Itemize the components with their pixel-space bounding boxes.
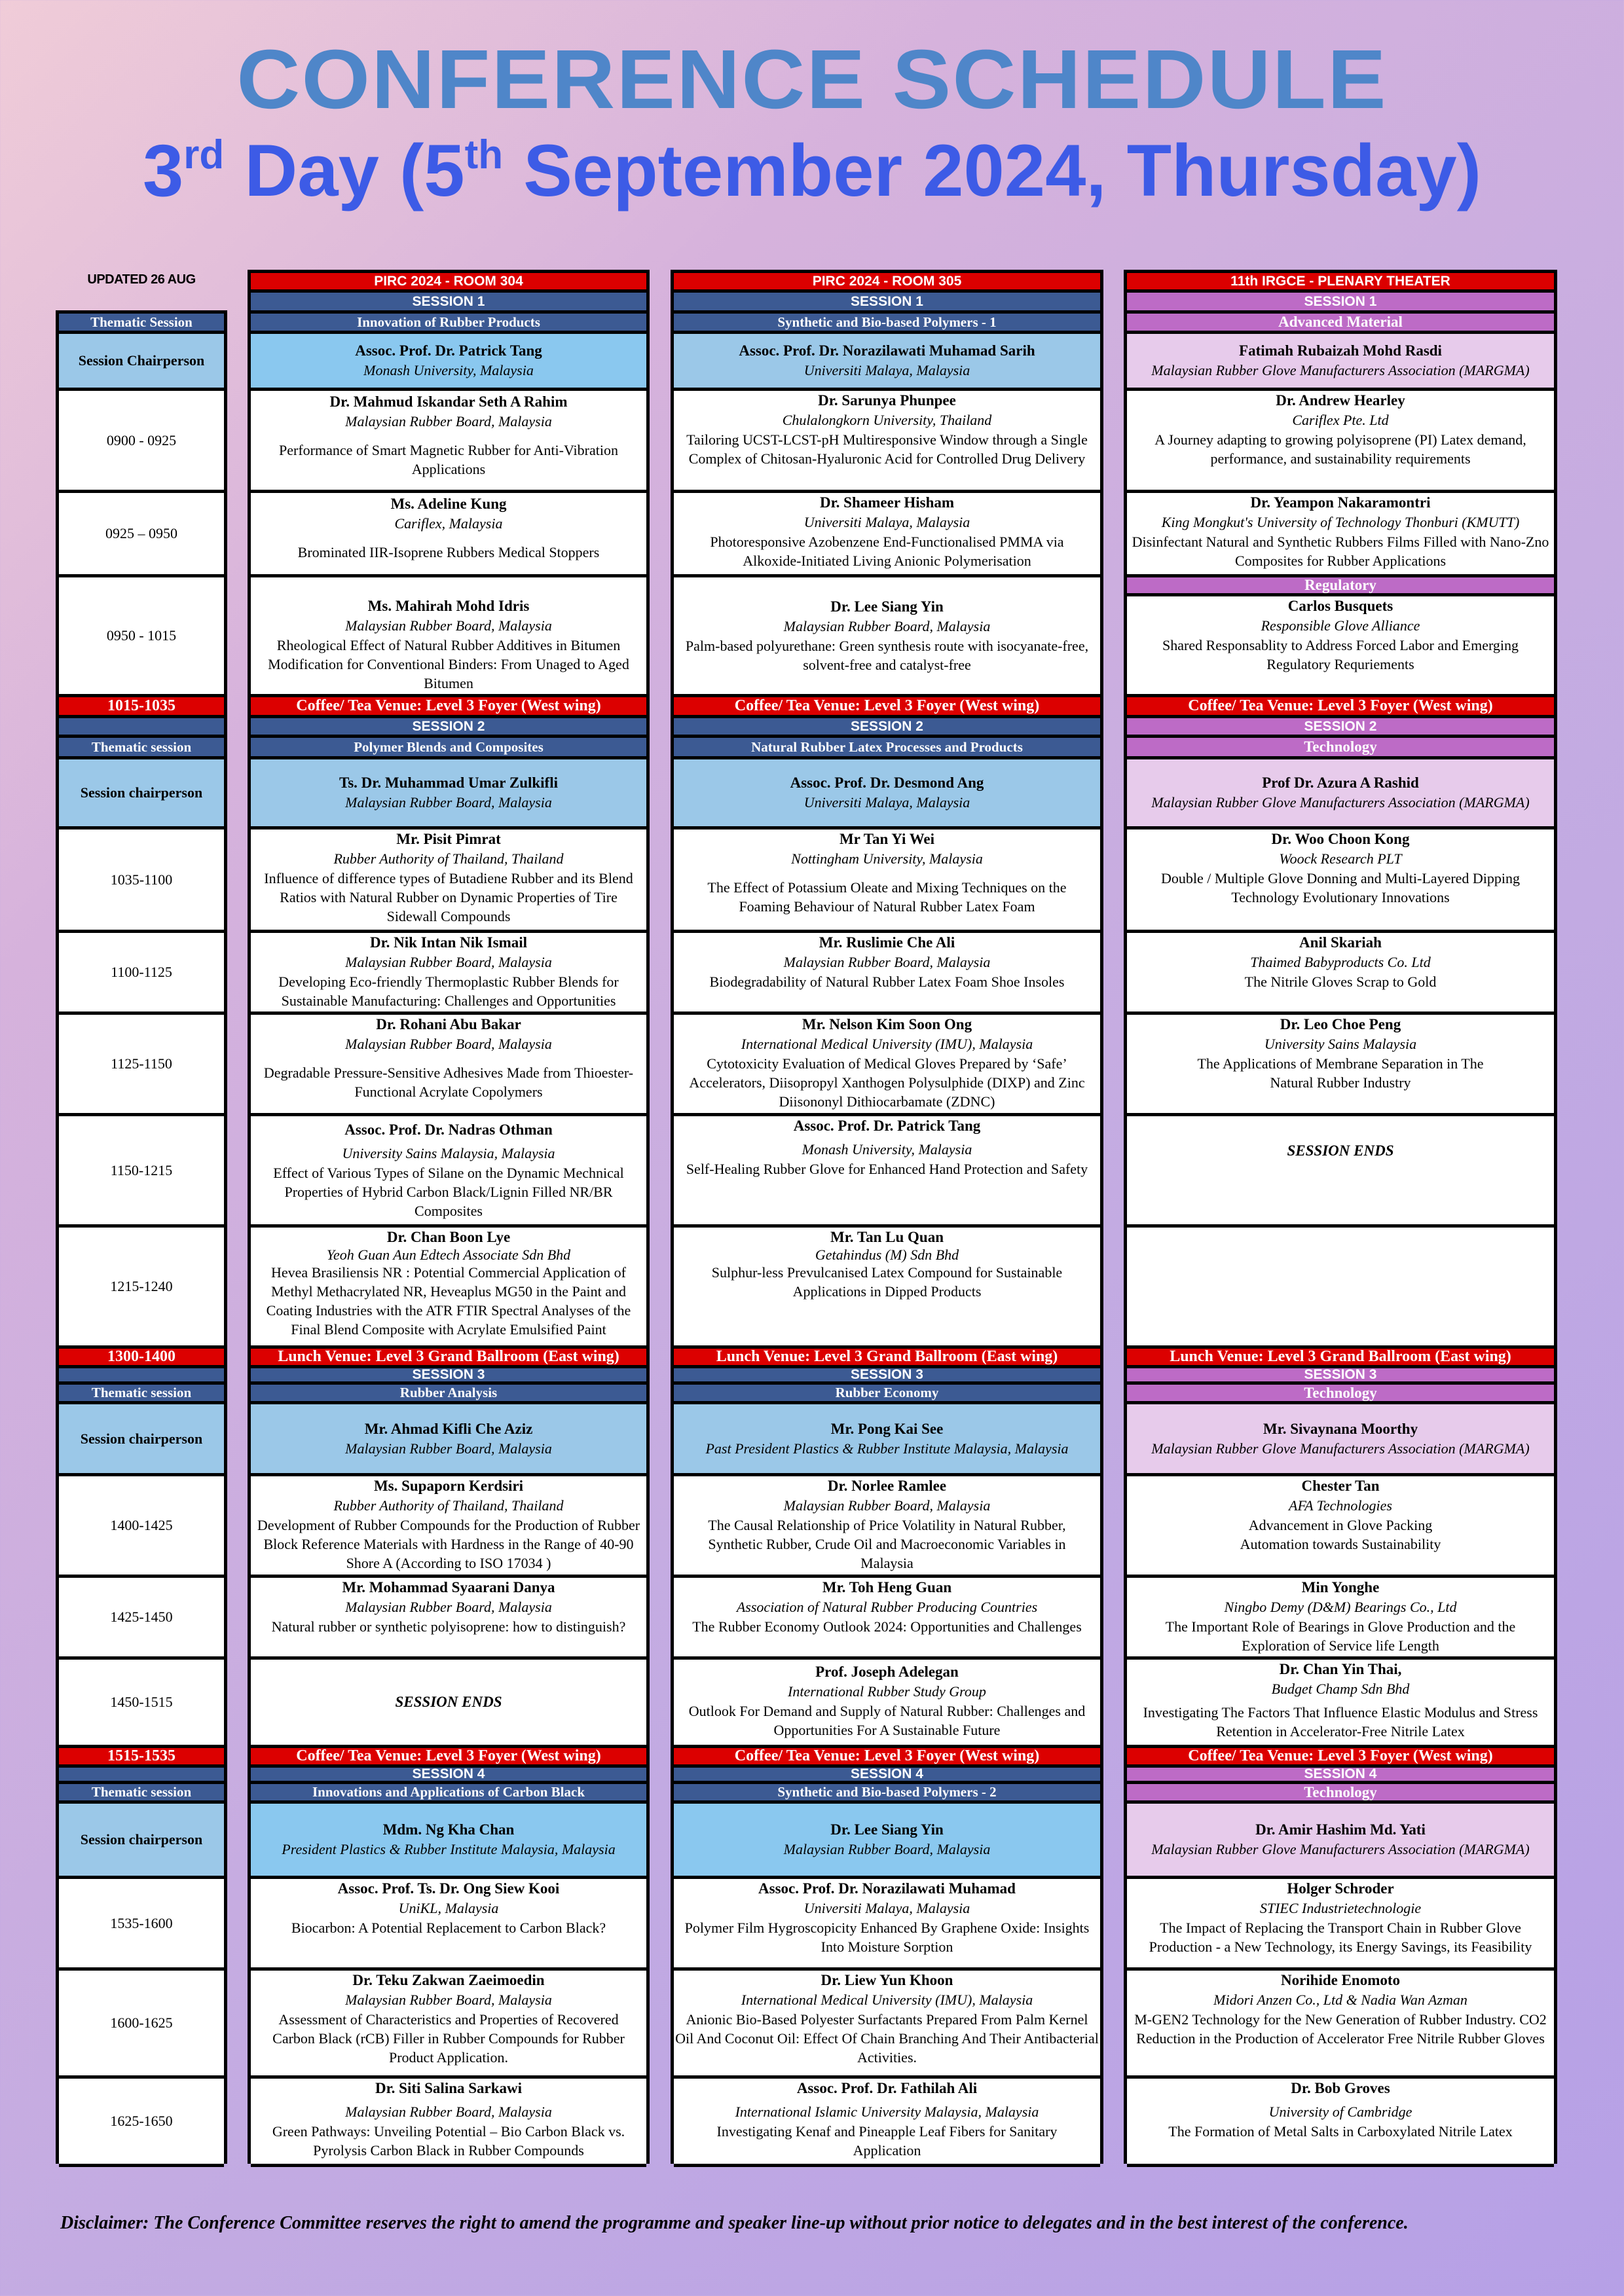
talk-entry xyxy=(251,577,646,697)
session-theme: Synthetic and Bio-based Polymers - 2 xyxy=(674,1784,1100,1804)
day-number: 3 xyxy=(142,130,184,211)
session-spacer xyxy=(59,1368,224,1385)
session-theme: Technology xyxy=(1127,1385,1554,1404)
speaker-affiliation: University Sains Malaysia xyxy=(1264,1036,1417,1052)
talk-entry xyxy=(674,493,1100,577)
talk-title: A Journey adapting to growing polyisoprene (PI) Latex demand, performance, and sustainability requirements xyxy=(1154,431,1526,467)
talk-entry xyxy=(1127,1660,1554,1748)
speaker-affiliation: Thaimed Babyproducts Co. Ltd xyxy=(1250,954,1431,970)
chair-affiliation: Malaysian Rubber Glove Manufacturers Association (MARGMA) xyxy=(1151,794,1530,811)
speaker-name: Dr. Sarunya Phunpee xyxy=(818,392,956,409)
talk-entry xyxy=(251,933,646,1015)
speaker-affiliation: University Sains Malaysia, Malaysia xyxy=(342,1145,555,1161)
lunch-banner: Lunch Venue: Level 3 Grand Ballroom (East wing) xyxy=(1127,1349,1554,1368)
talk-title: Performance of Smart Magnetic Rubber for Anti-Vibration Applications xyxy=(279,442,618,477)
talk-title: Biocarbon: A Potential Replacement to Carbon Black? xyxy=(291,1920,606,1936)
chair-affiliation: Malaysian Rubber Glove Manufacturers Association (MARGMA) xyxy=(1151,1841,1530,1857)
talk-title: Shared Responsablity to Address Forced Labor and Emerging Regulatory Requriements xyxy=(1162,637,1519,672)
time-slot: 1450-1515 xyxy=(59,1660,224,1748)
talk-title: The Nitrile Gloves Scrap to Gold xyxy=(1244,974,1437,990)
talk-title: Green Pathways: Unveiling Potential – Bio Carbon Black vs. Pyrolysis Carbon Black in Rubber Compounds xyxy=(272,2123,625,2159)
speaker-name: Dr. Mahmud Iskandar Seth A Rahim xyxy=(329,393,568,410)
talk-entry xyxy=(674,829,1100,933)
chair-affiliation: Malaysian Rubber Glove Manufacturers Association (MARGMA) xyxy=(1151,362,1530,378)
talk-entry xyxy=(674,1578,1100,1660)
talk-title: Effect of Various Types of Silane on the Dynamic Mechnical Properties of Hybrid Carbon Black/Lignin Filled NR/BR Composites xyxy=(273,1165,624,1219)
time-slot: 1400-1425 xyxy=(59,1476,224,1578)
talk-title: Palm-based polyurethane: Green synthesis route with isocyanate-free, solvent-free and catalyst-free xyxy=(685,638,1089,673)
speaker-affiliation: Getahindus (M) Sdn Bhd xyxy=(815,1247,959,1263)
chair-name: Mr. Pong Kai See xyxy=(830,1420,944,1437)
speaker-name: Holger Schroder xyxy=(1287,1880,1394,1897)
speaker-affiliation: AFA Technologies xyxy=(1289,1497,1392,1514)
talk-title: The Causal Relationship of Price Volatility in Natural Rubber, Synthetic Rubber, Crude Oil and Macroeconomic Variables in Malaysia xyxy=(708,1517,1066,1571)
speaker-name: Dr. Woo Choon Kong xyxy=(1271,831,1410,847)
talk-entry xyxy=(251,1971,646,2079)
break-time: 1015-1035 xyxy=(59,697,224,718)
speaker-affiliation: Malaysian Rubber Board, Malaysia xyxy=(345,617,552,634)
talk-entry xyxy=(674,2079,1100,2167)
speaker-name: Min Yonghe xyxy=(1301,1579,1380,1595)
speaker-name: Assoc. Prof. Dr. Norazilawati Muhamad xyxy=(758,1880,1016,1897)
lunch-time: 1300-1400 xyxy=(59,1349,224,1368)
time-slot: 0950 - 1015 xyxy=(59,577,224,697)
day-ordinal: rd xyxy=(183,132,225,177)
session-theme: Natural Rubber Latex Processes and Products xyxy=(674,738,1100,759)
talk-title: Cytotoxicity Evaluation of Medical Gloves Prepared by ‘Safe’ Accelerators, Diisopropyl Xanthogen Polysulphide (DIXP) and Zinc Diisononyl Dithiocarbamate (ZDNC) xyxy=(689,1055,1085,1110)
talk-entry xyxy=(251,1476,646,1578)
speaker-name: Chester Tan xyxy=(1301,1478,1380,1494)
speaker-affiliation: International Medical University (IMU), Malaysia xyxy=(741,1992,1033,2008)
coffee-break-banner: Coffee/ Tea Venue: Level 3 Foyer (West wing) xyxy=(251,697,646,718)
thematic-session-label: Thematic session xyxy=(59,1385,224,1404)
time-slot: 0900 - 0925 xyxy=(59,391,224,493)
time-slot: 1100-1125 xyxy=(59,933,224,1015)
speaker-affiliation: Malaysian Rubber Board, Malaysia xyxy=(783,954,991,970)
session-label: SESSION 1 xyxy=(674,293,1100,314)
session-chairperson-label: Session chairperson xyxy=(59,1804,224,1879)
talk-entry xyxy=(251,1879,646,1971)
session-chairperson-label: Session chairperson xyxy=(59,1404,224,1476)
talk-title: Rheological Effect of Natural Rubber Additives in Bitumen Modification for Conventional Binders: From Unaged to Aged Bitumen xyxy=(268,637,629,691)
talk-title: Double / Multiple Glove Donning and Multi-Layered Dipping Technology Evolutionary Innovations xyxy=(1160,870,1521,905)
talk-entry xyxy=(251,391,646,493)
speaker-name: Dr. Lee Siang Yin xyxy=(830,598,944,615)
talk-title: Investigating The Factors That Influence Elastic Modulus and Stress Retention in Accelerator-Free Nitrile Latex xyxy=(1143,1704,1538,1740)
talk-title: Degradable Pressure-Sensitive Adhesives Made from Thioester-Functional Acrylate Copolymers xyxy=(263,1065,634,1100)
speaker-name: Mr. Pisit Pimrat xyxy=(396,831,501,847)
session-label: SESSION 2 xyxy=(251,718,646,738)
lunch-banner: Lunch Venue: Level 3 Grand Ballroom (East wing) xyxy=(251,1349,646,1368)
session-label: SESSION 2 xyxy=(674,718,1100,738)
venue-header: 11th IRGCE - PLENARY THEATER xyxy=(1127,273,1554,293)
session-theme: Technology xyxy=(1127,738,1554,759)
talk-title: Disinfectant Natural and Synthetic Rubbers Films Filled with Nano-Zno Composites for Rubber Applications xyxy=(1132,534,1549,569)
speaker-name: Dr. Shameer Hisham xyxy=(819,494,955,511)
speaker-affiliation: Malaysian Rubber Board, Malaysia xyxy=(345,2104,552,2120)
talk-entry xyxy=(251,1578,646,1660)
venue-header: PIRC 2024 - ROOM 304 xyxy=(251,273,646,293)
speaker-name: Mr. Ruslimie Che Ali xyxy=(819,934,955,951)
session-chair xyxy=(251,1404,646,1476)
page-title: CONFERENCE SCHEDULE xyxy=(236,33,1388,126)
session-chair xyxy=(1127,1804,1554,1879)
speaker-name: Dr. Rohani Abu Bakar xyxy=(376,1016,521,1032)
speaker-name: Mr. Tan Lu Quan xyxy=(830,1229,944,1245)
thematic-session-label: Thematic session xyxy=(59,1784,224,1804)
speaker-name: Dr. Andrew Hearley xyxy=(1276,392,1405,409)
time-slot: 0925 – 0950 xyxy=(59,493,224,577)
time-slot: 1125-1150 xyxy=(59,1015,224,1116)
talk-title: M-GEN2 Technology for the New Generation of Rubber Industry. CO2 Reduction in the Production of Accelerator Free Nitrile Rubber Gloves xyxy=(1134,2011,1547,2047)
chair-name: Mr. Sivaynana Moorthy xyxy=(1263,1420,1418,1437)
speaker-affiliation: Malaysian Rubber Board, Malaysia xyxy=(345,413,552,429)
coffee-break-banner: Coffee/ Tea Venue: Level 3 Foyer (West wing) xyxy=(1127,1748,1554,1768)
talk-title: Natural rubber or synthetic polyisoprene: how to distinguish? xyxy=(271,1618,626,1635)
thematic-session-label: Thematic Session xyxy=(59,314,224,334)
talk-entry xyxy=(1127,933,1554,1015)
time-slot: 1150-1215 xyxy=(59,1116,224,1228)
updated-note: UPDATED 26 AUG xyxy=(87,272,196,287)
speaker-name: Prof. Joseph Adelegan xyxy=(815,1664,959,1680)
speaker-name: Dr. Teku Zakwan Zaeimoedin xyxy=(352,1972,545,1988)
speaker-name: Dr. Chan Boon Lye xyxy=(386,1229,511,1245)
talk-entry xyxy=(1127,1578,1554,1660)
session-theme: Technology xyxy=(1127,1784,1554,1804)
session-label: SESSION 1 xyxy=(1127,293,1554,314)
talk-entry xyxy=(674,933,1100,1015)
speaker-affiliation: International Rubber Study Group xyxy=(788,1683,986,1700)
time-slot: 1425-1450 xyxy=(59,1578,224,1660)
chair-name: Mdm. Ng Kha Chan xyxy=(382,1821,515,1838)
talk-entry xyxy=(1127,1015,1554,1116)
talk-entry xyxy=(1127,1476,1554,1578)
time-slot: 1215-1240 xyxy=(59,1228,224,1349)
speaker-affiliation: Budget Champ Sdn Bhd xyxy=(1271,1681,1410,1697)
talk-title: Investigating Kenaf and Pineapple Leaf Fibers for Sanitary Application xyxy=(716,2123,1058,2159)
speaker-name: Assoc. Prof. Dr. Patrick Tang xyxy=(793,1118,981,1134)
coffee-break-banner: Coffee/ Tea Venue: Level 3 Foyer (West wing) xyxy=(674,1748,1100,1768)
session-chair xyxy=(674,759,1100,829)
talk-entry xyxy=(251,1116,646,1228)
talk-title: Assessment of Characteristics and Properties of Recovered Carbon Black (rCB) Filler in Rubber Compounds for Rubber Product Application. xyxy=(272,2011,625,2066)
chair-name: Dr. Amir Hashim Md. Yati xyxy=(1255,1821,1426,1838)
session-chairperson-label: Session Chairperson xyxy=(59,334,224,391)
talk-entry xyxy=(1127,1971,1554,2079)
speaker-affiliation: Rubber Authority of Thailand, Thailand xyxy=(333,850,564,867)
talk-entry xyxy=(674,1660,1100,1748)
talk-entry xyxy=(674,1971,1100,2079)
session-theme: Innovation of Rubber Products xyxy=(251,314,646,334)
speaker-affiliation: Malaysian Rubber Board, Malaysia xyxy=(345,1992,552,2008)
plenary-theater-column xyxy=(1124,270,1557,2164)
talk-title: The Applications of Membrane Separation in The Natural Rubber Industry xyxy=(1197,1055,1484,1091)
session-theme: Synthetic and Bio-based Polymers - 1 xyxy=(674,314,1100,334)
sub-theme-label: Regulatory xyxy=(1127,577,1554,596)
speaker-affiliation: University of Cambridge xyxy=(1268,2104,1412,2120)
date-ordinal: th xyxy=(464,132,504,177)
talk-title: Tailoring UCST-LCST-pH Multiresponsive Window through a Single Complex of Chitosan-Hyaluronic Acid for Controlled Drug Delivery xyxy=(686,431,1088,467)
chair-affiliation: Malaysian Rubber Glove Manufacturers Association (MARGMA) xyxy=(1151,1440,1530,1457)
session-spacer xyxy=(59,1768,224,1784)
speaker-name: Assoc. Prof. Dr. Fathilah Ali xyxy=(796,2080,978,2096)
speaker-name: Anil Skariah xyxy=(1299,934,1382,951)
chair-affiliation: Monash University, Malaysia xyxy=(363,362,534,378)
session-theme: Advanced Material xyxy=(1127,314,1554,334)
session-chair xyxy=(674,334,1100,391)
speaker-name: Dr. Leo Choe Peng xyxy=(1280,1016,1401,1032)
venue-header: PIRC 2024 - ROOM 305 xyxy=(674,273,1100,293)
talk-title: The Impact of Replacing the Transport Chain in Rubber Glove Production - a New Technology, its Energy Savings, its Feasibility xyxy=(1149,1920,1532,1955)
speaker-affiliation: King Mongkut's University of Technology Thonburi (KMUTT) xyxy=(1161,514,1520,530)
session-chair xyxy=(674,1804,1100,1879)
session-label: SESSION 4 xyxy=(251,1768,646,1784)
talk-entry xyxy=(674,1228,1100,1349)
chair-affiliation: Malaysian Rubber Board, Malaysia xyxy=(345,1440,552,1457)
speaker-affiliation: Woock Research PLT xyxy=(1279,850,1402,867)
speaker-affiliation: International Medical University (IMU), Malaysia xyxy=(741,1036,1033,1052)
time-slot: 1035-1100 xyxy=(59,829,224,933)
speaker-name: Ms. Mahirah Mohd Idris xyxy=(367,598,530,614)
coffee-break-banner: Coffee/ Tea Venue: Level 3 Foyer (West wing) xyxy=(674,697,1100,718)
room-305-column xyxy=(671,270,1103,2164)
session-chair xyxy=(251,1804,646,1879)
session-chair xyxy=(1127,1404,1554,1476)
room-304-column xyxy=(248,270,650,2164)
talk-title: The Rubber Economy Outlook 2024: Opportunities and Challenges xyxy=(692,1618,1082,1635)
speaker-affiliation: Responsible Glove Alliance xyxy=(1261,617,1420,634)
chair-name: Dr. Lee Siang Yin xyxy=(830,1821,944,1838)
talk-title: Influence of difference types of Butadiene Rubber and its Blend Ratios with Natural Rubber on Dynamic Properties of Tire Sidewall Compounds xyxy=(264,870,633,924)
speaker-name: Dr. Norlee Ramlee xyxy=(827,1478,947,1494)
chair-name: Mr. Ahmad Kifli Che Aziz xyxy=(364,1420,533,1437)
talk-title: Developing Eco-friendly Thermoplastic Rubber Blends for Sustainable Manufacturing: Challenges and Opportunities xyxy=(278,974,619,1009)
session-theme: Innovations and Applications of Carbon Black xyxy=(251,1784,646,1804)
speaker-affiliation: Association of Natural Rubber Producing Countries xyxy=(736,1599,1038,1615)
time-slot: 1625-1650 xyxy=(59,2079,224,2167)
speaker-name: Dr. Nik Intan Nik Ismail xyxy=(369,934,528,951)
speaker-affiliation: Yeoh Guan Aun Edtech Associate Sdn Bhd xyxy=(326,1247,571,1263)
session-theme: Rubber Analysis xyxy=(251,1385,646,1404)
break-time: 1515-1535 xyxy=(59,1748,224,1768)
speaker-name: Norihide Enomoto xyxy=(1280,1972,1401,1988)
day-text: Day (5 xyxy=(224,130,465,211)
speaker-name: Dr. Yeampon Nakaramontri xyxy=(1250,494,1431,511)
chair-affiliation: President Plastics & Rubber Institute Malaysia, Malaysia xyxy=(282,1841,616,1857)
speaker-affiliation: Malaysian Rubber Board, Malaysia xyxy=(783,618,991,634)
session-chair xyxy=(251,334,646,391)
speaker-affiliation: Chulalongkorn University, Thailand xyxy=(782,412,992,428)
date-text: September 2024, Thursday) xyxy=(503,130,1481,211)
speaker-name: Mr. Toh Heng Guan xyxy=(822,1579,952,1595)
speaker-affiliation: Malaysian Rubber Board, Malaysia xyxy=(783,1497,991,1514)
speaker-affiliation: International Islamic University Malaysia, Malaysia xyxy=(735,2104,1039,2120)
talk-title: Photoresponsive Azobenzene End-Functionalised PMMA via Alkoxide-Initiated Living Anionic Polymerisation xyxy=(710,534,1064,569)
talk-entry xyxy=(251,493,646,577)
session-label: SESSION 2 xyxy=(1127,718,1554,738)
chair-name: Assoc. Prof. Dr. Norazilawati Muhamad Sarih xyxy=(739,342,1035,359)
talk-entry xyxy=(251,2079,646,2167)
talk-entry xyxy=(674,391,1100,493)
speaker-affiliation: Monash University, Malaysia xyxy=(802,1141,972,1157)
talk-entry xyxy=(674,577,1100,697)
speaker-affiliation: Ningbo Demy (D&M) Bearings Co., Ltd xyxy=(1224,1599,1457,1615)
speaker-affiliation: UniKL, Malaysia xyxy=(398,1900,499,1916)
speaker-name: Dr. Liew Yun Khoon xyxy=(821,1972,953,1988)
chair-name: Ts. Dr. Muhammad Umar Zulkifli xyxy=(339,774,558,791)
talk-entry xyxy=(251,829,646,933)
session-ends-text: SESSION ENDS xyxy=(395,1694,502,1710)
chair-affiliation: Malaysian Rubber Board, Malaysia xyxy=(783,1841,991,1857)
chair-name: Assoc. Prof. Dr. Patrick Tang xyxy=(355,342,542,359)
speaker-affiliation: Malaysian Rubber Board, Malaysia xyxy=(345,1599,552,1615)
talk-title: Outlook For Demand and Supply of Natural Rubber: Challenges and Opportunities For A Sustainable Future xyxy=(688,1703,1086,1738)
session-label: SESSION 4 xyxy=(674,1768,1100,1784)
session-chairperson-label: Session chairperson xyxy=(59,759,224,829)
speaker-name: Ms. Adeline Kung xyxy=(390,496,507,512)
talk-title: Sulphur-less Prevulcanised Latex Compound for Sustainable Applications in Dipped Products xyxy=(711,1264,1063,1300)
talk-title: The Formation of Metal Salts in Carboxylated Nitrile Latex xyxy=(1168,2123,1513,2140)
speaker-affiliation: Malaysian Rubber Board, Malaysia xyxy=(345,954,552,970)
session-chair xyxy=(674,1404,1100,1476)
session-spacer xyxy=(59,718,224,738)
talk-entry xyxy=(674,1476,1100,1578)
session-theme: Rubber Economy xyxy=(674,1385,1100,1404)
speaker-affiliation: STIEC Industrietechnologie xyxy=(1259,1900,1422,1916)
talk-title: Self-Healing Rubber Glove for Enhanced Hand Protection and Safety xyxy=(686,1161,1088,1177)
chair-affiliation: Malaysian Rubber Board, Malaysia xyxy=(345,794,552,811)
chair-name: Assoc. Prof. Dr. Desmond Ang xyxy=(790,774,984,791)
speaker-affiliation: Malaysian Rubber Board, Malaysia xyxy=(345,1036,552,1052)
talk-title: Anionic Bio-Based Polyester Surfactants Prepared From Palm Kernel Oil And Coconut Oil: Effect Of Chain Branching And Their Antibacterial Activities. xyxy=(675,2011,1099,2066)
speaker-name: Assoc. Prof. Dr. Nadras Othman xyxy=(344,1121,553,1138)
chair-affiliation: Universiti Malaya, Malaysia xyxy=(803,794,970,811)
speaker-name: Dr. Chan Yin Thai, xyxy=(1279,1661,1402,1677)
session-label: SESSION 1 xyxy=(251,293,646,314)
day-subtitle xyxy=(0,128,1624,213)
talk-entry xyxy=(1127,1879,1554,1971)
session-label: SESSION 3 xyxy=(251,1368,646,1385)
session-theme: Polymer Blends and Composites xyxy=(251,738,646,759)
talk-entry xyxy=(674,1879,1100,1971)
speaker-name: Dr. Bob Groves xyxy=(1291,2080,1390,2096)
time-slot: 1535-1600 xyxy=(59,1879,224,1971)
speaker-affiliation: Cariflex Pte. Ltd xyxy=(1292,412,1389,428)
talk-entry xyxy=(251,1228,646,1349)
session-ends-text: SESSION ENDS xyxy=(1287,1142,1394,1159)
talk-entry xyxy=(674,1116,1100,1228)
speaker-affiliation: Nottingham University, Malaysia xyxy=(791,850,983,867)
talk-entry xyxy=(674,1015,1100,1116)
talk-title: Biodegradability of Natural Rubber Latex Foam Shoe Insoles xyxy=(709,974,1065,990)
talk-title: Brominated IIR-Isoprene Rubbers Medical Stoppers xyxy=(297,544,600,560)
disclaimer: Disclaimer: The Conference Committee reserves the right to amend the programme and speaker line-up without prior notice to delegates and in the best interest of the conference. xyxy=(60,2213,1409,2233)
thematic-session-label: Thematic session xyxy=(59,738,224,759)
talk-entry xyxy=(1127,493,1554,577)
speaker-name: Ms. Supaporn Kerdsiri xyxy=(373,1478,524,1494)
talk-title: Hevea Brasiliensis NR : Potential Commercial Application of Methyl Methacrylated NR, Heveaplus MG50 in the Paint and Coating Industries with the ATR FTIR Spectral Analyses of the Final Blend Composite with Acrylate Emulsified Paint xyxy=(266,1264,631,1338)
speaker-name: Dr. Siti Salina Sarkawi xyxy=(375,2080,523,2096)
session-ends xyxy=(251,1660,646,1748)
coffee-break-banner: Coffee/ Tea Venue: Level 3 Foyer (West wing) xyxy=(251,1748,646,1768)
time-slot: 1600-1625 xyxy=(59,1971,224,2079)
empty-slot xyxy=(1127,1228,1554,1349)
speaker-name: Mr. Nelson Kim Soon Ong xyxy=(802,1016,972,1032)
talk-entry xyxy=(1127,391,1554,493)
speaker-name: Assoc. Prof. Ts. Dr. Ong Siew Kooi xyxy=(337,1880,560,1897)
talk-entry xyxy=(251,1015,646,1116)
lunch-banner: Lunch Venue: Level 3 Grand Ballroom (East wing) xyxy=(674,1349,1100,1368)
speaker-name: Mr. Mohammad Syaarani Danya xyxy=(342,1579,555,1595)
session-ends xyxy=(1127,1116,1554,1228)
talk-title: Advancement in Glove Packing Automation towards Sustainability xyxy=(1240,1517,1441,1552)
chair-affiliation: Universiti Malaya, Malaysia xyxy=(803,362,970,378)
speaker-affiliation: Rubber Authority of Thailand, Thailand xyxy=(333,1497,564,1514)
time-column xyxy=(56,310,227,2164)
talk-title: The Effect of Potassium Oleate and Mixing Techniques on the Foaming Behaviour of Natural Rubber Latex Foam xyxy=(707,879,1067,915)
speaker-affiliation: Cariflex, Malaysia xyxy=(394,515,503,532)
talk-title: Development of Rubber Compounds for the Production of Rubber Block Reference Materials with Hardness in the Range of 40-90 Shore A (According to ISO 17034 ) xyxy=(257,1517,640,1571)
chair-name: Fatimah Rubaizah Mohd Rasdi xyxy=(1239,342,1442,359)
session-label: SESSION 3 xyxy=(1127,1368,1554,1385)
talk-entry xyxy=(1127,829,1554,933)
session-chair xyxy=(251,759,646,829)
speaker-affiliation: Universiti Malaya, Malaysia xyxy=(803,1900,970,1916)
speaker-affiliation: Midori Anzen Co., Ltd & Nadia Wan Azman xyxy=(1213,1992,1467,2008)
coffee-break-banner: Coffee/ Tea Venue: Level 3 Foyer (West wing) xyxy=(1127,697,1554,718)
chair-affiliation: Past President Plastics & Rubber Institute Malaysia, Malaysia xyxy=(705,1440,1069,1457)
session-label: SESSION 4 xyxy=(1127,1768,1554,1784)
talk-title: Polymer Film Hygroscopicity Enhanced By Graphene Oxide: Insights Into Moisture Sorption xyxy=(684,1920,1090,1955)
talk-entry xyxy=(1127,596,1554,697)
talk-title: The Important Role of Bearings in Glove Production and the Exploration of Service life Length xyxy=(1165,1618,1516,1654)
speaker-name: Carlos Busquets xyxy=(1287,598,1393,614)
session-chair xyxy=(1127,334,1554,391)
session-chair xyxy=(1127,759,1554,829)
chair-name: Prof Dr. Azura A Rashid xyxy=(1262,774,1419,791)
speaker-affiliation: Universiti Malaya, Malaysia xyxy=(803,514,970,530)
session-label: SESSION 3 xyxy=(674,1368,1100,1385)
speaker-name: Mr Tan Yi Wei xyxy=(839,831,935,847)
talk-entry xyxy=(1127,2079,1554,2167)
